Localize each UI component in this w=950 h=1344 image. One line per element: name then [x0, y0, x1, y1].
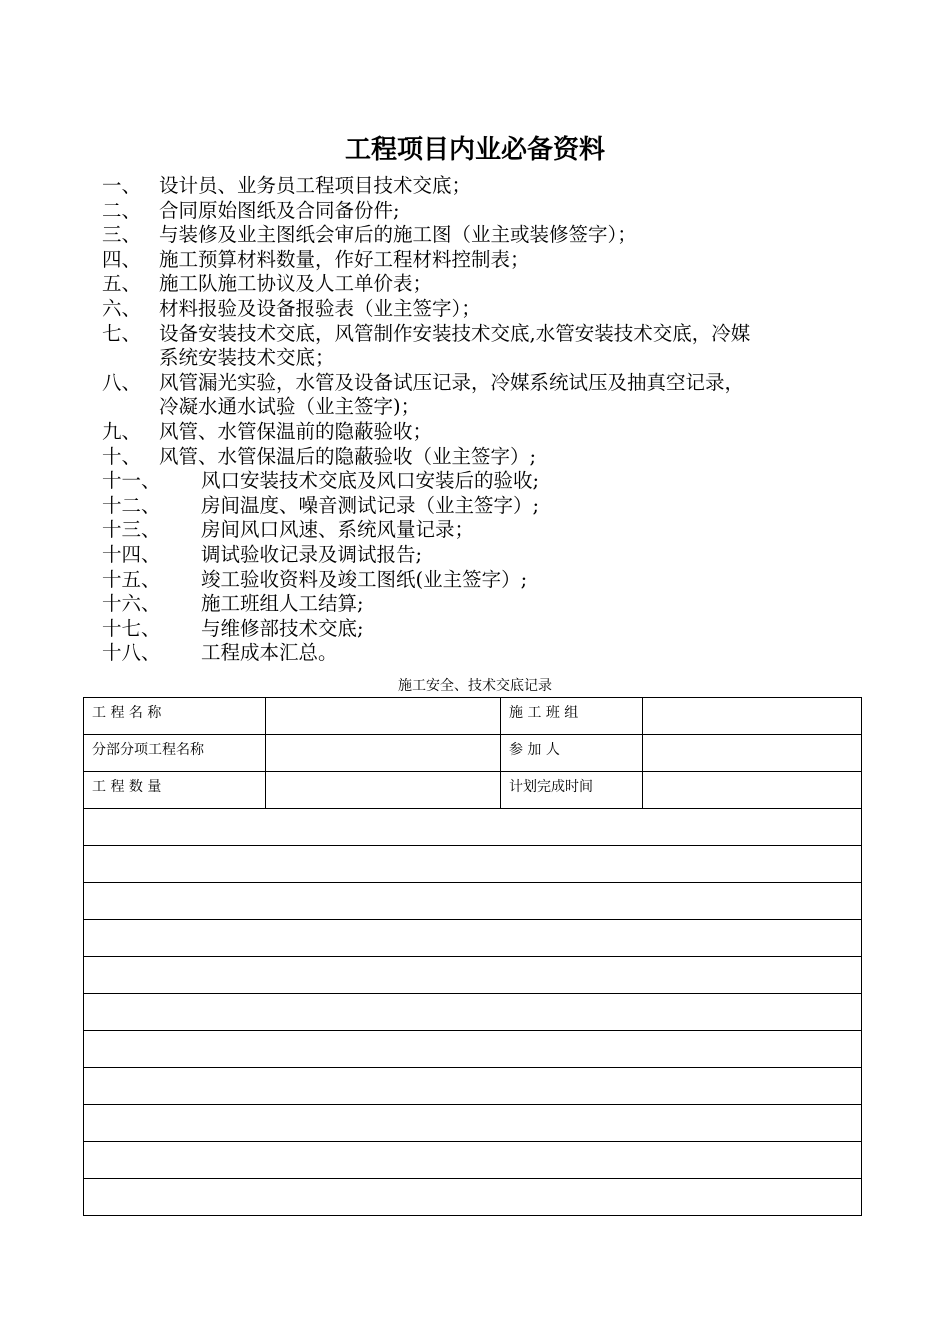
list-item-text [159, 445, 862, 470]
list-item-text [159, 322, 862, 371]
planned-completion-value [642, 772, 862, 809]
list-item-line: 房间温度、噪音测试记录（业主签字）; [201, 493, 540, 517]
project-quantity-label: 工 程 数 量 [84, 772, 266, 809]
list-item-number: 八、 [102, 370, 142, 394]
list-item-line: 风管漏光实验，水管及设备试压记录，冷媒系统试压及抽真空记录， [159, 370, 745, 394]
table-row-blank [84, 920, 862, 957]
list-item [102, 469, 862, 494]
list-item [102, 420, 862, 445]
list-item [102, 223, 862, 248]
construction-team-label: 施 工 班 组 [500, 698, 642, 735]
list-item-text [159, 223, 862, 248]
list-item-number: 一、 [102, 174, 142, 197]
sub-project-name-value [266, 735, 501, 772]
table-row [84, 772, 862, 809]
list-item [102, 568, 862, 593]
table-caption: 施工安全、技术交底记录 [398, 678, 552, 694]
table-row [84, 735, 862, 772]
list-item [102, 617, 862, 642]
list-item-number: 七、 [102, 321, 142, 345]
list-item [102, 592, 862, 617]
list-item-number: 六、 [102, 296, 142, 320]
blank-record-cell [84, 1105, 862, 1142]
table-row [84, 698, 862, 735]
list-item-number: 二、 [102, 198, 142, 222]
blank-record-cell [84, 809, 862, 846]
list-item-number: 九、 [102, 419, 142, 443]
table-row-blank [84, 1068, 862, 1105]
table-row-blank [84, 846, 862, 883]
list-item-line: 合同原始图纸及合同备份件; [159, 198, 400, 222]
list-item-text [159, 297, 862, 322]
list-item-text [159, 199, 862, 224]
list-item [102, 199, 862, 224]
list-item-text [201, 518, 862, 543]
blank-record-cell [84, 957, 862, 994]
list-item [102, 543, 862, 568]
list-item-number: 十七、 [102, 616, 161, 640]
list-item-line: 房间风口风速、系统风量记录； [201, 518, 475, 542]
blank-record-cell [84, 883, 862, 920]
planned-completion-label: 计划完成时间 [500, 772, 642, 809]
list-item-line: 材料报验及设备报验表（业主签字）； [159, 296, 481, 320]
list-item-number: 五、 [102, 272, 142, 296]
list-item-text [201, 617, 862, 642]
table-row-blank [84, 957, 862, 994]
table-row-blank [84, 994, 862, 1031]
list-item-line: 竣工验收资料及竣工图纸(业主签字）; [201, 567, 528, 591]
list-item-line: 施工队施工协议及人工单价表； [159, 272, 433, 296]
blank-record-cell [84, 1142, 862, 1179]
list-item [102, 494, 862, 519]
list-item-text [159, 272, 862, 297]
blank-record-cell [84, 1179, 862, 1216]
project-quantity-value [266, 772, 501, 809]
list-item-text [201, 641, 862, 666]
list-item-line: 风口安装技术交底及风口安装后的验收; [201, 469, 540, 493]
table-row-blank [84, 1179, 862, 1216]
table-row-blank [84, 809, 862, 846]
list-item-line: 冷凝水通水试验（业主签字)； [159, 395, 421, 419]
list-item-text [201, 494, 862, 519]
list-item [102, 371, 862, 420]
blank-record-cell [84, 920, 862, 957]
table-row-blank [84, 1031, 862, 1068]
table-row-blank [84, 1105, 862, 1142]
list-item-line: 设备安装技术交底，风管制作安装技术交底,水管安装技术交底，冷媒 [159, 321, 751, 345]
list-item-text [159, 371, 862, 420]
list-item [102, 445, 862, 470]
list-item-number: 十六、 [102, 592, 161, 616]
list-item-number: 十、 [102, 444, 142, 468]
list-item [102, 248, 862, 273]
list-item-number: 十八、 [102, 641, 161, 665]
table-row-blank [84, 1142, 862, 1179]
list-item-number: 十一、 [102, 469, 161, 493]
list-item [102, 272, 862, 297]
sub-project-name-label: 分部分项工程名称 [84, 735, 266, 772]
table-row-blank [84, 883, 862, 920]
list-item [102, 297, 862, 322]
list-item-line: 与维修部技术交底; [201, 616, 364, 640]
list-item-line: 风管、水管保温后的隐蔽验收（业主签字）; [159, 444, 537, 468]
list-item-text [201, 592, 862, 617]
record-table [83, 697, 862, 1216]
list-item-text [201, 469, 862, 494]
list-item-text [201, 568, 862, 593]
list-item-line: 与装修及业主图纸会审后的施工图（业主或装修签字）； [159, 223, 637, 247]
list-item [102, 518, 862, 543]
list-item [102, 174, 862, 199]
list-item-number: 三、 [102, 223, 142, 247]
blank-record-cell [84, 994, 862, 1031]
list-item [102, 322, 862, 371]
list-item-text [159, 420, 862, 445]
list-item-line: 系统安装技术交底； [159, 346, 335, 370]
list-item-line: 施工班组人工结算; [201, 592, 364, 616]
list-item [102, 641, 862, 666]
list-item-line: 风管、水管保温前的隐蔽验收； [159, 419, 433, 443]
list-item-line: 工程成本汇总。 [201, 641, 338, 665]
blank-record-cell [84, 846, 862, 883]
participants-label: 参 加 人 [500, 735, 642, 772]
list-item-number: 十五、 [102, 567, 161, 591]
construction-team-value [642, 698, 862, 735]
page-title: 工程项目内业必备资料 [344, 135, 605, 165]
list-item-text [159, 174, 862, 199]
requirements-list [102, 174, 862, 666]
list-item-number: 十二、 [102, 493, 161, 517]
list-item-line: 施工预算材料数量，作好工程材料控制表； [159, 247, 530, 271]
list-item-number: 十三、 [102, 518, 161, 542]
list-item-number: 十四、 [102, 542, 161, 566]
project-name-label: 工 程 名 称 [84, 698, 266, 735]
list-item-text [201, 543, 862, 568]
list-item-line: 调试验收记录及调试报告; [201, 542, 423, 566]
list-item-text [159, 248, 862, 273]
blank-record-cell [84, 1031, 862, 1068]
list-item-number: 四、 [102, 247, 142, 271]
project-name-value [266, 698, 501, 735]
participants-value [642, 735, 862, 772]
blank-record-cell [84, 1068, 862, 1105]
list-item-line: 设计员、业务员工程项目技术交底； [159, 174, 472, 197]
